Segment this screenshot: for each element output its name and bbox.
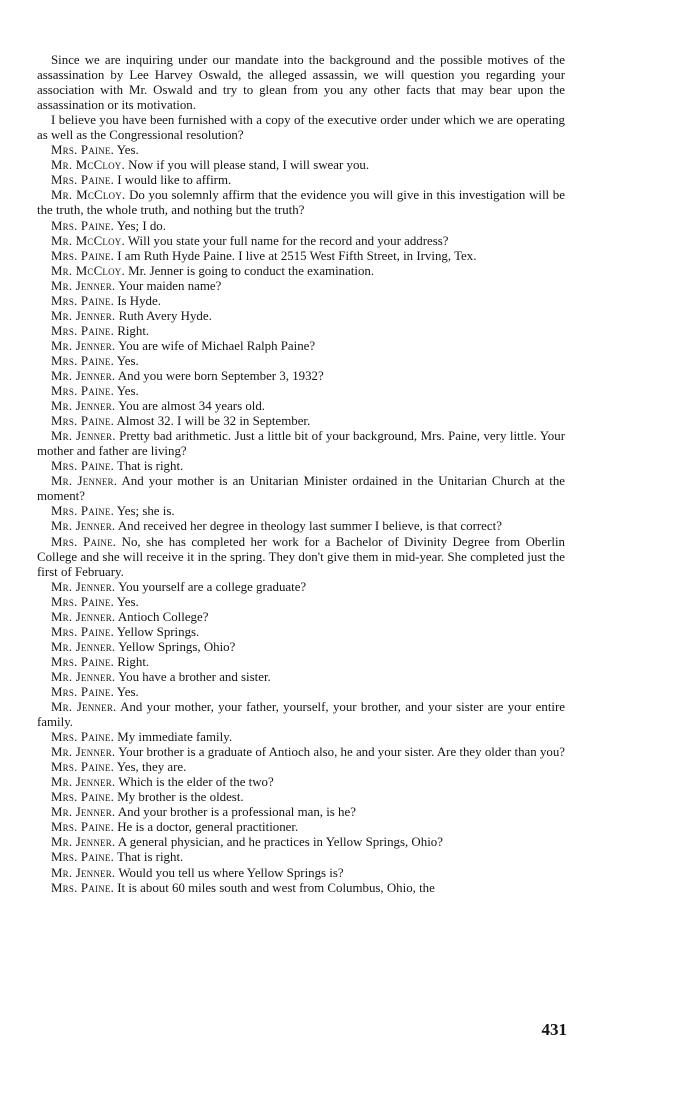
transcript-paragraph xyxy=(37,745,565,760)
paragraph-text: Yes. xyxy=(116,684,139,699)
transcript-paragraph xyxy=(37,143,565,158)
transcript-paragraph xyxy=(37,474,565,504)
paragraph-text: He is a doctor, general practitioner. xyxy=(117,820,299,835)
transcript-paragraph xyxy=(37,264,565,279)
transcript-paragraph xyxy=(37,850,565,865)
paragraph-text: Would you tell us where Yellow Springs is? xyxy=(118,865,344,880)
paragraph-text: My immediate family. xyxy=(117,730,233,745)
transcript-paragraph xyxy=(37,700,565,730)
transcript-paragraph xyxy=(37,805,565,820)
speaker-label: Mr. Jenner. xyxy=(51,835,116,850)
transcript-paragraph xyxy=(37,219,565,234)
speaker-label: Mrs. Paine. xyxy=(51,880,115,895)
speaker-label: Mr. Jenner. xyxy=(51,865,116,880)
speaker-label: Mrs. Paine. xyxy=(51,760,115,775)
speaker-label: Mrs. Paine. xyxy=(51,730,115,745)
paragraph-text: I believe you have been furnished with a copy of the executive order under which we are operating as well as the Congressional resolution? xyxy=(37,113,565,143)
paragraph-text: You are wife of Michael Ralph Paine? xyxy=(118,338,316,353)
speaker-label: Mr. Jenner. xyxy=(51,399,116,414)
speaker-label: Mrs. Paine. xyxy=(51,323,115,338)
speaker-label: Mrs. Paine. xyxy=(51,414,115,429)
speaker-label: Mr. McCloy. xyxy=(51,233,125,248)
paragraph-text: Yes; she is. xyxy=(116,504,175,519)
paragraph-text: My brother is the oldest. xyxy=(117,790,244,805)
transcript-paragraph xyxy=(37,279,565,294)
paragraph-text: Is Hyde. xyxy=(117,293,161,308)
paragraph-text: I am Ruth Hyde Paine. I live at 2515 West Fifth Street, in Irving, Tex. xyxy=(117,248,477,263)
speaker-label: Mrs. Paine. xyxy=(51,384,115,399)
paragraph-text: Do you solemnly affirm that the evidence you will give in this investigation will be the truth, the whole truth, and nothing but the truth? xyxy=(37,188,565,218)
transcript-paragraph xyxy=(37,53,565,113)
page-number: 431 xyxy=(541,1020,567,1039)
speaker-label: Mrs. Paine. xyxy=(51,594,115,609)
speaker-label: Mr. Jenner. xyxy=(51,609,116,624)
transcript-paragraph xyxy=(37,369,565,384)
paragraph-text: You yourself are a college graduate? xyxy=(118,579,307,594)
speaker-label: Mr. Jenner. xyxy=(51,639,116,654)
transcript-paragraph xyxy=(37,249,565,264)
paragraph-text: That is right. xyxy=(117,459,184,474)
paragraph-text: It is about 60 miles south and west from Columbus, Ohio, the xyxy=(117,880,435,895)
transcript-paragraph xyxy=(37,610,565,625)
transcript-paragraph xyxy=(37,625,565,640)
transcript-paragraph xyxy=(37,655,565,670)
speaker-label: Mrs. Paine. xyxy=(51,218,115,233)
paragraph-text: And received her degree in theology last summer I believe, is that correct? xyxy=(117,519,502,534)
speaker-label: Mr. Jenner. xyxy=(51,579,116,594)
speaker-label: Mr. Jenner. xyxy=(51,745,116,760)
paragraph-text: Ruth Avery Hyde. xyxy=(118,308,212,323)
speaker-label: Mr. McCloy. xyxy=(51,263,125,278)
transcript-paragraph xyxy=(37,881,565,896)
paragraph-text: And your mother is an Unitarian Minister ordained in the Unitarian Church at the moment? xyxy=(37,474,565,504)
transcript-paragraph xyxy=(37,640,565,655)
transcript-paragraph xyxy=(37,775,565,790)
transcript-paragraph xyxy=(37,399,565,414)
transcript-body xyxy=(37,53,565,896)
paragraph-text: Antioch College? xyxy=(117,609,209,624)
transcript-paragraph xyxy=(37,685,565,700)
speaker-label: Mrs. Paine. xyxy=(51,459,115,474)
paragraph-text: Your maiden name? xyxy=(118,278,222,293)
speaker-label: Mrs. Paine. xyxy=(51,684,115,699)
speaker-label: Mrs. Paine. xyxy=(51,293,115,308)
speaker-label: Mr. Jenner. xyxy=(51,775,116,790)
paragraph-text: Mr. Jenner is going to conduct the examination. xyxy=(128,263,375,278)
speaker-label: Mrs. Paine. xyxy=(51,624,115,639)
transcript-paragraph xyxy=(37,309,565,324)
paragraph-text: Right. xyxy=(117,323,150,338)
transcript-paragraph xyxy=(37,414,565,429)
transcript-paragraph xyxy=(37,790,565,805)
speaker-label: Mr. Jenner. xyxy=(51,700,117,715)
paragraph-text: Yellow Springs. xyxy=(116,624,200,639)
speaker-label: Mr. Jenner. xyxy=(51,278,116,293)
paragraph-text: Since we are inquiring under our mandate into the background and the possible motives of the assassination by Lee Harvey Oswald, the alleged assassin, we will question you regarding your association with Mr. Oswald and try to glean from you any other facts that may bear upon the assassination or its motivation. xyxy=(37,53,565,113)
paragraph-text: And you were born September 3, 1932? xyxy=(117,368,324,383)
transcript-paragraph xyxy=(37,354,565,369)
paragraph-text: Yes. xyxy=(116,143,139,158)
paragraph-text: Right. xyxy=(117,654,150,669)
transcript-paragraph xyxy=(37,384,565,399)
speaker-label: Mr. Jenner. xyxy=(51,474,118,489)
paragraph-text: Will you state your full name for the record and your address? xyxy=(127,233,449,248)
paragraph-text: Yes, they are. xyxy=(116,760,187,775)
transcript-paragraph xyxy=(37,173,565,188)
speaker-label: Mrs. Paine. xyxy=(51,173,115,188)
transcript-paragraph xyxy=(37,866,565,881)
speaker-label: Mr. Jenner. xyxy=(51,308,116,323)
transcript-paragraph xyxy=(37,760,565,775)
paragraph-text: I would like to affirm. xyxy=(117,173,232,188)
transcript-paragraph xyxy=(37,730,565,745)
paragraph-text: Yes. xyxy=(116,353,139,368)
transcript-paragraph xyxy=(37,535,565,580)
paragraph-text: You are almost 34 years old. xyxy=(118,399,266,414)
speaker-label: Mr. Jenner. xyxy=(51,669,116,684)
speaker-label: Mrs. Paine. xyxy=(51,654,115,669)
paragraph-text: Yes. xyxy=(116,594,139,609)
speaker-label: Mrs. Paine. xyxy=(51,248,115,263)
paragraph-text: A general physician, and he practices in Yellow Springs, Ohio? xyxy=(117,835,443,850)
transcript-paragraph xyxy=(37,188,565,218)
transcript-paragraph xyxy=(37,459,565,474)
transcript-paragraph xyxy=(37,113,565,143)
transcript-paragraph xyxy=(37,595,565,610)
paragraph-text: Yellow Springs, Ohio? xyxy=(118,639,236,654)
transcript-paragraph xyxy=(37,835,565,850)
transcript-paragraph xyxy=(37,158,565,173)
paragraph-text: And your mother, your father, yourself, your brother, and your sister are your entire family. xyxy=(37,700,566,730)
transcript-paragraph xyxy=(37,519,565,534)
transcript-paragraph xyxy=(37,429,565,459)
speaker-label: Mr. Jenner. xyxy=(51,368,116,383)
speaker-label: Mr. Jenner. xyxy=(51,519,116,534)
transcript-paragraph xyxy=(37,580,565,595)
transcript-paragraph xyxy=(37,820,565,835)
paragraph-text: That is right. xyxy=(117,850,184,865)
speaker-label: Mr. McCloy. xyxy=(51,158,125,173)
transcript-paragraph xyxy=(37,339,565,354)
paragraph-text: Yes. xyxy=(116,384,139,399)
speaker-label: Mrs. Paine. xyxy=(51,534,117,549)
speaker-label: Mrs. Paine. xyxy=(51,850,115,865)
paragraph-text: And your brother is a professional man, is he? xyxy=(117,805,356,820)
transcript-paragraph xyxy=(37,504,565,519)
paragraph-text: No, she has completed her work for a Bachelor of Divinity Degree from Oberlin College and she will receive it in the spring. They don't give them in mid-year. She completed just the first of February. xyxy=(37,534,565,579)
paragraph-text: You have a brother and sister. xyxy=(118,669,271,684)
speaker-label: Mr. Jenner. xyxy=(51,338,116,353)
speaker-label: Mr. Jenner. xyxy=(51,805,116,820)
paragraph-text: Your brother is a graduate of Antioch also, he and your sister. Are they older than you? xyxy=(118,745,566,760)
transcript-paragraph xyxy=(37,324,565,339)
transcript-paragraph xyxy=(37,294,565,309)
paragraph-text: Pretty bad arithmetic. Just a little bit of your background, Mrs. Paine, very little. Your mother and father are living? xyxy=(37,429,565,459)
speaker-label: Mr. Jenner. xyxy=(51,429,116,444)
paragraph-text: Which is the elder of the two? xyxy=(118,775,274,790)
speaker-label: Mrs. Paine. xyxy=(51,790,115,805)
speaker-label: Mr. McCloy. xyxy=(51,188,126,203)
paragraph-text: Yes; I do. xyxy=(116,218,166,233)
speaker-label: Mrs. Paine. xyxy=(51,820,115,835)
speaker-label: Mrs. Paine. xyxy=(51,143,115,158)
speaker-label: Mrs. Paine. xyxy=(51,353,115,368)
transcript-paragraph xyxy=(37,234,565,249)
transcript-paragraph xyxy=(37,670,565,685)
paragraph-text: Almost 32. I will be 32 in September. xyxy=(116,414,311,429)
speaker-label: Mrs. Paine. xyxy=(51,504,115,519)
paragraph-text: Now if you will please stand, I will swear you. xyxy=(128,158,370,173)
